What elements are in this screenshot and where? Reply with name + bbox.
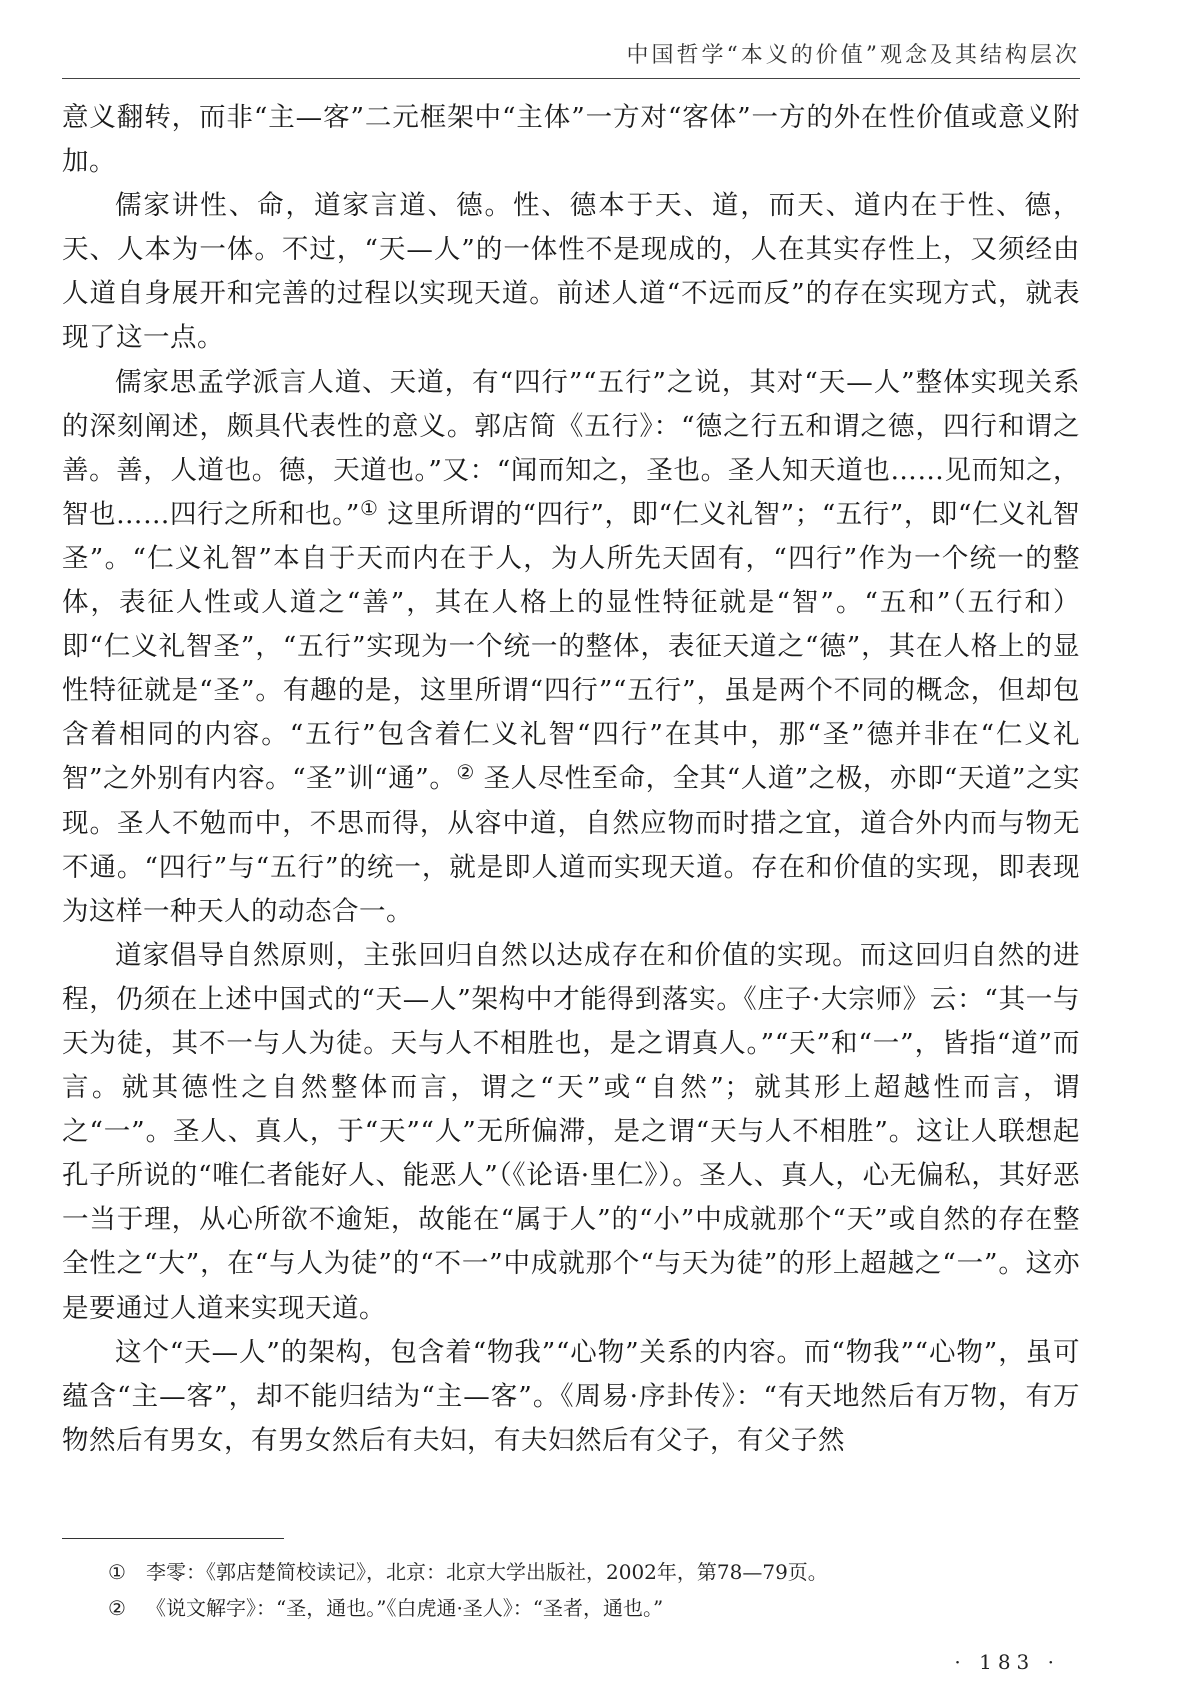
footnote-mark: ② (108, 1596, 126, 1620)
footnote-1 (108, 1554, 1080, 1590)
footnote-text: 《说文解字》：“圣，通也。”《白虎通·圣人》：“圣者，通也。” (146, 1596, 664, 1620)
paragraph: 意义翻转，而非“主—客”二元框架中“主体”一方对“客体”一方的外在性价值或意义附加。 (62, 102, 1080, 178)
paragraph (62, 361, 1080, 934)
paragraph: 道家倡导自然原则，主张回归自然以达成存在和价值的实现。而这回归自然的进程，仍须在上述中国式的“天—人”架构中才能得到落实。《庄子·大宗师》云：“其一与天为徒，其不一与人为徒。天与人不相胜也，是之谓真人。”“天”和“一”，皆指“道”而言。就其德性之自然整体而言，谓之“天”或“自然”；就其形上超越性而言，谓之“一”。圣人、真人，于“天”“人”无所偏滞，是之谓“天与人不相胜”。这让人联想起孔子所说的“唯仁者能好人、能恶人”（《论语·里仁》）。圣人、真人，心无偏私，其好恶一当于理，从心所欲不逾矩，故能在“属于人”的“小”中成就那个“天”或自然的存在整全性之“大”，在“与人为徒”的“不一”中成就那个“与天为徒”的形上超越之“一”。这亦是要通过人道来实现天道。 (62, 939, 1080, 1324)
footnote-mark: ① (108, 1560, 126, 1584)
footnote-rule (62, 1538, 284, 1539)
page-number: · 183 · (954, 1650, 1060, 1674)
footnote-text: 李零：《郭店楚简校读记》，北京：北京大学出版社，2002年，第78—79页。 (146, 1560, 828, 1584)
paragraph-text: 儒家思孟学派言人道、天道，有“四行”“五行”之说，其对“天—人”整体实现关系的深刻阐述，颇具代表性的意义。郭店简《五行》：“德之行五和谓之德，四行和谓之善。善，人道也。德，天道也。”又：“闻而知之，圣也。圣人知天道也……见而知之，智也……四行之所和也。” (62, 366, 1080, 530)
paragraph: 儒家讲性、命，道家言道、德。性、德本于天、道，而天、道内在于性、德，天、人本为一体。不过，“天—人”的一体性不是现成的，人在其实存性上，又须经由人道自身展开和完善的过程以实现天道。前述人道“不远而反”的存在实现方式，就表现了这一点。 (62, 190, 1080, 354)
paragraph-text: 圣人尽性至命，全其“人道”之极，亦即“天道”之实现。圣人不勉而中，不思而得，从容中道，自然应物而时措之宜，道合外内而与物无不通。“四行”与“五行”的统一，就是即人道而实现天道。存在和价值的实现，即表现为这样一种天人的动态合一。 (62, 763, 1080, 927)
paragraph: 这个“天—人”的架构，包含着“物我”“心物”关系的内容。而“物我”“心物”，虽可蕴含“主—客”，却不能归结为“主—客”。《周易·序卦传》：“有天地然后有万物，有万物然后有男女，有男女然后有夫妇，有夫妇然后有父子，有父子然 (62, 1336, 1080, 1456)
footnotes (108, 1554, 1080, 1626)
header-rule (62, 78, 1080, 79)
main-text (62, 96, 1080, 1463)
footnote-ref-1[interactable]: ① (359, 496, 379, 520)
footnote-2 (108, 1590, 1080, 1626)
footnote-ref-2[interactable]: ② (456, 761, 475, 785)
running-header: 中国哲学“本义的价值”观念及其结构层次 (626, 43, 1080, 68)
paragraph-text: 这里所谓的“四行”，即“仁义礼智”；“五行”，即“仁义礼智圣”。“仁义礼智”本自于天而内在于人，为人所先天固有，“四行”作为一个统一的整体，表征人性或人道之“善”，其在人格上的显性特征就是“智”。“五和”（五行和）即“仁义礼智圣”，“五行”实现为一个统一的整体，表征天道之“德”，其在人格上的显性特征就是“圣”。有趣的是，这里所谓“四行”“五行”，虽是两个不同的概念，但却包含着相同的内容。“五行”包含着仁义礼智“四行”在其中，那“圣”德并非在“仁义礼智”之外别有内容。“圣”训“通”。 (62, 498, 1080, 795)
